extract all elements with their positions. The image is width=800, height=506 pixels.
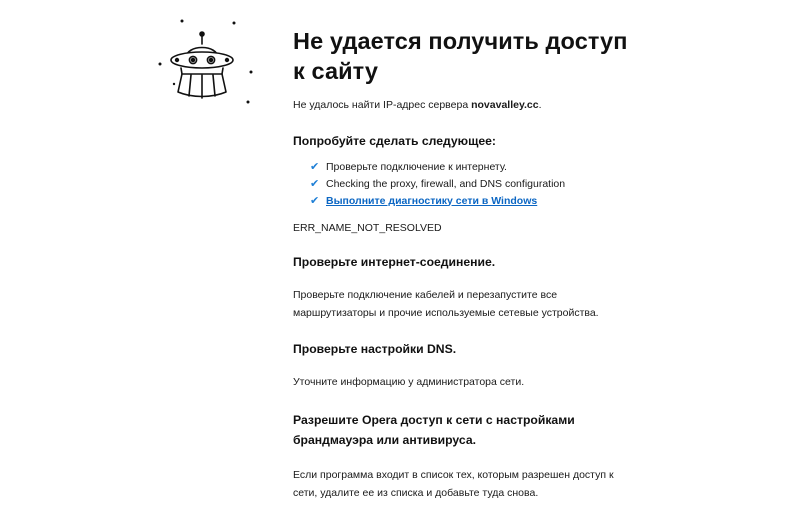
suggestion-text: Checking the proxy, firewall, and DNS configuration xyxy=(326,177,566,190)
network-diagnostics-link[interactable]: Выполните диагностику сети в Windows xyxy=(326,194,538,207)
check-icon: ✔ xyxy=(310,177,320,190)
section-body: Уточните информацию у администратора сети. xyxy=(293,376,525,388)
error-content xyxy=(293,26,633,502)
suggestion-item xyxy=(310,175,633,192)
error-code: ERR_NAME_NOT_RESOLVED xyxy=(293,222,442,234)
section-heading: Проверьте настройки DNS. xyxy=(293,342,457,356)
suggestion-item xyxy=(310,192,633,209)
section-body: Проверьте подключение кабелей и перезапустите все маршрутизаторы и прочие используемые сетевые устройства. xyxy=(293,289,599,319)
section-heading: Проверьте интернет-соединение. xyxy=(293,255,496,269)
check-icon: ✔ xyxy=(310,160,320,173)
section-body: Если программа входит в список тех, которым разрешен доступ к сети, удалите ее из списка и добавьте туда снова. xyxy=(293,469,614,499)
page-title: Не удается получить доступ к сайту xyxy=(293,28,628,84)
error-description xyxy=(293,98,633,113)
ufo-icon xyxy=(152,14,264,110)
check-icon: ✔ xyxy=(310,194,320,207)
section-heading: Разрешите Opera доступ к сети с настройками брандмауэра или антивируса. xyxy=(293,413,575,447)
server-host: novavalley.cc xyxy=(471,99,539,111)
check-dns-section xyxy=(293,341,633,391)
check-connection-section xyxy=(293,254,633,322)
suggestion-text: Проверьте подключение к интернету. xyxy=(326,160,507,173)
suggestions-list xyxy=(293,158,633,209)
firewall-section xyxy=(293,410,633,502)
try-heading: Попробуйте сделать следующее: xyxy=(293,134,496,148)
error-description-suffix: . xyxy=(538,99,542,111)
error-description-prefix: Не удалось найти IP-адрес сервера xyxy=(293,99,472,111)
suggestion-item xyxy=(310,158,633,175)
